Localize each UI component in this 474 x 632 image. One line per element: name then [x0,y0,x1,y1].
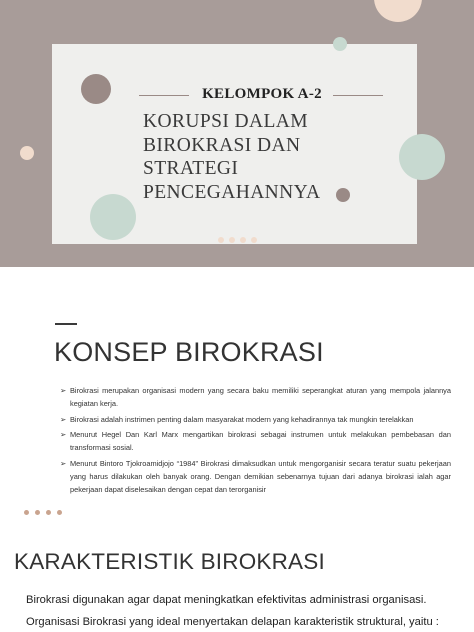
decorative-dots [24,510,62,515]
title-slide [0,0,474,267]
body-line: Birokrasi digunakan agar dapat meningkatkan efektivitas administrasi organisasi. [26,594,427,606]
decorative-circle [333,37,347,51]
list-item: ➢ Birokrasi adalah instrimen penting dalam masyarakat modern yang kehadirannya tak mungkin terelakkan [60,414,414,424]
divider-line [139,95,189,96]
title-line: KORUPSI DALAM [143,111,309,132]
dot [57,510,62,515]
list-item: ➢ Menurut Hegel Dan Karl Marx mengartikan birokrasi sebagai instrumen untuk melakukan pembebasan dan transformasi sosial. [60,430,451,452]
dot [24,510,29,515]
bullet-list [61,384,451,498]
dot [35,510,40,515]
decorative-dots [218,237,257,243]
title-line: BIROKRASI DAN [143,134,301,156]
arrow-bullet-icon: ➢ [60,386,67,395]
decorative-circle [90,194,136,240]
arrow-bullet-icon: ➢ [60,414,67,424]
arrow-bullet-icon: ➢ [60,458,67,468]
dot [229,237,235,243]
decorative-circle [336,188,350,202]
decorative-circle [399,134,445,180]
dot [251,237,257,243]
arrow-bullet-icon: ➢ [60,430,67,439]
body-text [26,589,450,632]
section-dash [55,323,77,325]
group-label: KELOMPOK A-2 [202,86,322,102]
divider-line [333,95,383,96]
dot [240,237,246,243]
dot [218,237,224,243]
decorative-circle [374,0,422,22]
title-line: STRATEGI [143,158,239,179]
decorative-circle [20,146,34,160]
title-line: PENCEGAHANNYA [143,181,321,203]
list-item: ➢ Birokrasi merupakan organisasi modern yang secara baku memiliki seperangkat aturan yang mempola jalannya kegiatan kerja. [60,386,451,408]
list-item: ➢ Menurut Bintoro Tjokroamidjojo “1984” Birokrasi dimaksudkan untuk mengorganisir secara teratur suatu pekerjaan yang harus dilakukan oleh banyak orang. Dengan demikian sebenarnya tujuan dari adanya birokrasi ialah agar pekerjaan dapat diselesaikan dengan cepat dan terorganisir [60,458,451,494]
dot [46,510,51,515]
decorative-circle [81,74,111,104]
slide-title [143,110,320,204]
body-line: Organisasi Birokrasi yang ideal menyertakan delapan karakteristik struktural, yaitu : [26,616,439,628]
section-title: KONSEP BIROKRASI [54,337,324,367]
section-title: KARAKTERISTIK BIROKRASI [14,549,325,574]
